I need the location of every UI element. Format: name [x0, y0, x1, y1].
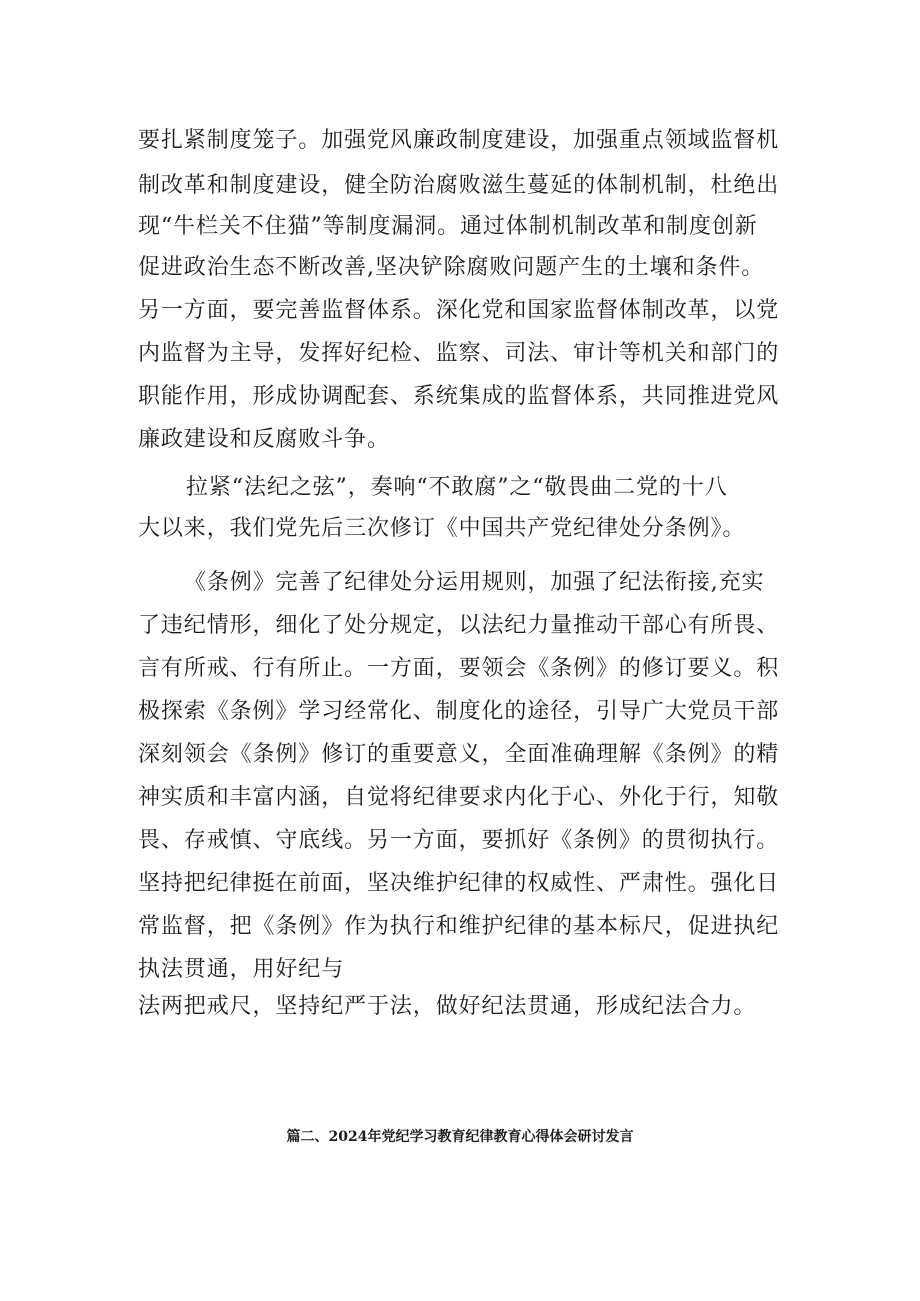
text-line-19: 常监督，把《条例》作为执行和维护纪律的基本标尺，促进执纪: [138, 914, 780, 939]
text-line-18: 坚持把纪律挺在前面，坚决维护纪律的权威性、严肃性。强化日: [138, 871, 780, 896]
text-line-6: 内监督为主导，发挥好纪检、监察、司法、审计等机关和部门的: [138, 341, 780, 366]
text-line-5: 另一方面，要完善监督体系。深化党和国家监督体制改革，以党: [138, 298, 780, 323]
text-line-3: 现“牛栏关不住猫”等制度漏洞。通过体制机制改革和制度创新: [138, 214, 758, 239]
text-line-8: 廉政建设和反腐败斗争。: [138, 427, 390, 452]
text-line-10: 大以来，我们党先后三次修订《中国共产党纪律处分条例》。: [138, 516, 746, 541]
text-line-4: 促进政治生态不断改善,坚决铲除腐败问题产生的土壤和条件。: [138, 255, 765, 280]
text-line-20: 执法贯通，用好纪与: [138, 957, 345, 982]
text-line-13: 言有所戒、行有所止。一方面，要领会《条例》的修订要义。积: [138, 656, 780, 681]
text-line-16: 神实质和丰富内涵，自觉将纪律要求内化于心、外化于行，知敬: [138, 785, 780, 810]
text-line-12: 了违纪情形，细化了处分规定，以法纪力量推动干部心有所畏、: [138, 613, 780, 638]
text-line-7: 职能作用，形成协调配套、系统集成的监督体系，共同推进党风: [138, 384, 780, 409]
text-line-17: 畏、存戒慎、守底线。另一方面，要抓好《条例》的贯彻执行。: [138, 828, 780, 853]
text-line-14: 极探索《条例》学习经常化、制度化的途径，引导广大党员干部: [138, 699, 780, 724]
section-heading: 篇二、2024年党纪学习教育纪律教育心得体会研讨发言: [286, 1129, 634, 1145]
text-line-9: 拉紧“法纪之弦”，奏响“不敢腐”之“敬畏曲二党的十八: [186, 475, 728, 500]
text-line-1: 要扎紧制度笼子。加强党风廉政制度建设，加强重点领域监督机: [138, 128, 780, 153]
text-line-11: 《条例》完善了纪律处分运用规则，加强了纪法衔接,充实: [184, 570, 765, 595]
text-line-21: 法两把戒尺，坚持纪严于法，做好纪法贯通，形成纪法合力。: [138, 994, 757, 1019]
text-line-15: 深刻领会《条例》修订的重要意义，全面准确理解《条例》的精: [138, 742, 780, 767]
text-line-2: 制改革和制度建设，健全防治腐败滋生蔓延的体制机制，杜绝出: [138, 173, 780, 198]
